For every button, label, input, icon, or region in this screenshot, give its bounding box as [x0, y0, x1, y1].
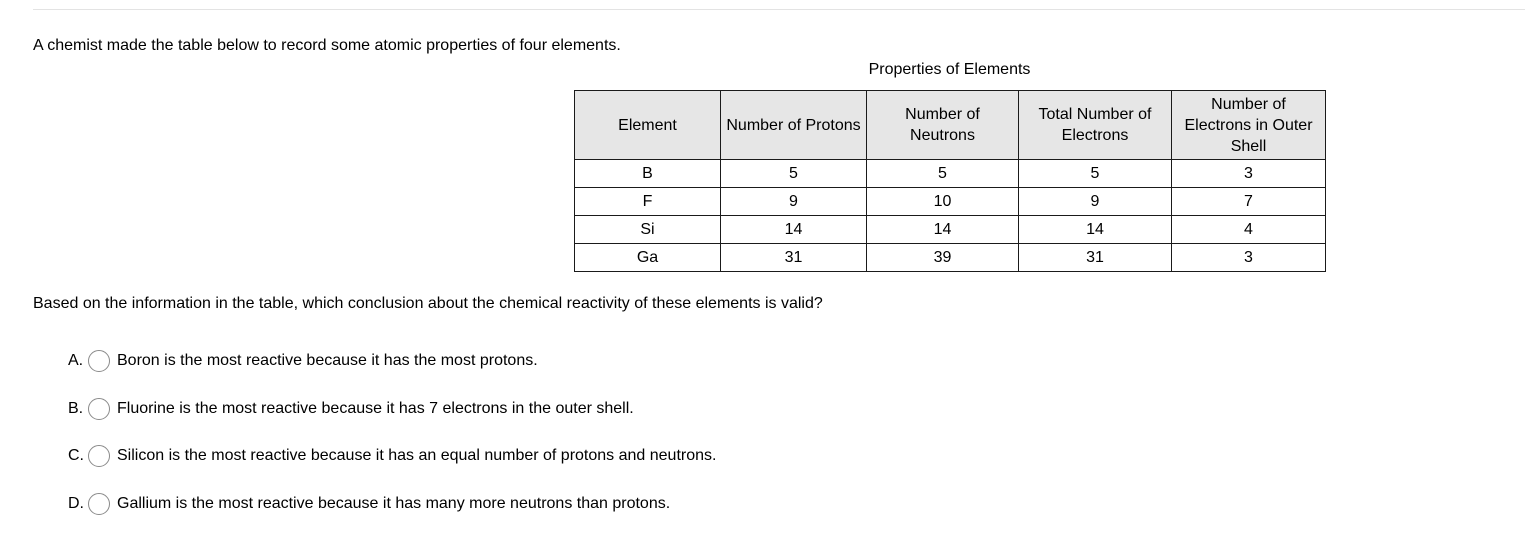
table-cell: 14 — [867, 216, 1019, 244]
table-cell: 5 — [721, 160, 867, 188]
choice-b[interactable] — [68, 396, 716, 444]
choice-c[interactable] — [68, 443, 716, 491]
table-cell: 5 — [867, 160, 1019, 188]
choice-letter: B. — [68, 399, 84, 417]
table-cell: Ga — [575, 244, 721, 272]
choice-letter: D. — [68, 494, 84, 512]
choice-text[interactable]: Fluorine is the most reactive because it has 7 electrons in the outer shell. — [117, 399, 634, 417]
table-cell: 3 — [1172, 160, 1326, 188]
table-cell: 31 — [721, 244, 867, 272]
table-row — [575, 216, 1326, 244]
header-outer-shell: Number of Electrons in Outer Shell — [1172, 91, 1326, 160]
choice-letter: A. — [68, 352, 84, 369]
table-row — [575, 244, 1326, 272]
table-row — [575, 160, 1326, 188]
table-caption: Properties of Elements — [868, 61, 1031, 78]
header-electrons: Total Number of Electrons — [1019, 91, 1172, 160]
choice-letter: C. — [68, 447, 84, 464]
radio-button[interactable] — [88, 350, 110, 372]
table-cell: 39 — [867, 244, 1019, 272]
radio-button[interactable] — [88, 493, 110, 515]
table-cell: 7 — [1172, 188, 1326, 216]
table-cell: 9 — [1019, 188, 1172, 216]
table-cell: 3 — [1172, 244, 1326, 272]
table-cell: F — [575, 188, 721, 216]
header-protons: Number of Protons — [721, 91, 867, 160]
table-cell: 4 — [1172, 216, 1326, 244]
properties-table — [574, 90, 1326, 272]
table-cell: 14 — [1019, 216, 1172, 244]
answer-choices — [68, 348, 716, 538]
question-prompt: Based on the information in the table, which conclusion about the chemical reactivity of these elements is valid? — [33, 295, 823, 312]
radio-button[interactable] — [88, 398, 110, 420]
choice-a[interactable] — [68, 348, 716, 396]
table-cell: 5 — [1019, 160, 1172, 188]
choice-text[interactable]: Silicon is the most reactive because it has an equal number of protons and neutrons. — [117, 447, 717, 464]
table-cell: B — [575, 160, 721, 188]
table-header-row — [575, 91, 1326, 160]
table-cell: Si — [575, 216, 721, 244]
header-element: Element — [575, 91, 721, 160]
table-cell: 10 — [867, 188, 1019, 216]
table-cell: 14 — [721, 216, 867, 244]
radio-button[interactable] — [88, 445, 110, 467]
table-row — [575, 188, 1326, 216]
choice-text[interactable]: Gallium is the most reactive because it has many more neutrons than protons. — [117, 494, 671, 512]
choice-text[interactable]: Boron is the most reactive because it has the most protons. — [117, 352, 538, 369]
choice-d[interactable] — [68, 491, 716, 539]
table-cell: 31 — [1019, 244, 1172, 272]
header-neutrons: Number of Neutrons — [867, 91, 1019, 160]
top-divider — [33, 9, 1525, 10]
intro-text: A chemist made the table below to record some atomic properties of four elements. — [33, 37, 621, 54]
table-cell: 9 — [721, 188, 867, 216]
